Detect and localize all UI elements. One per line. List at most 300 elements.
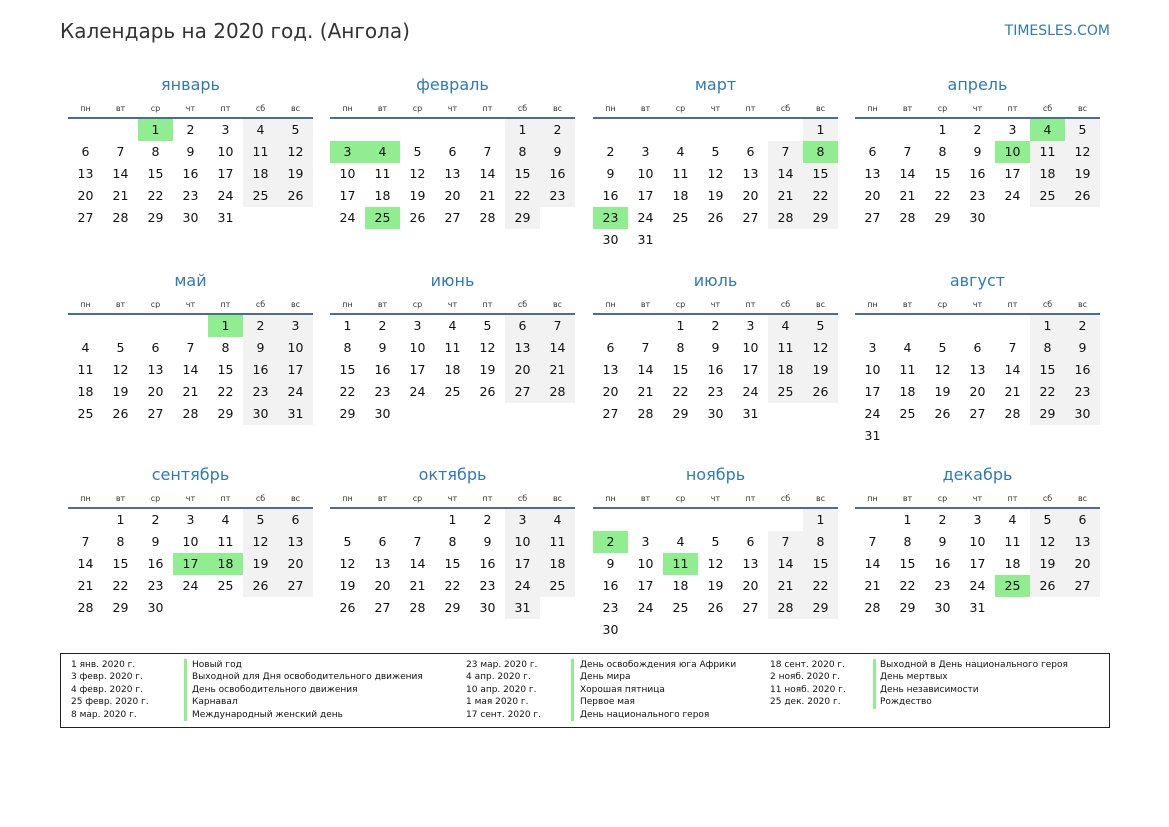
day-cell: 27 [77,210,94,225]
day-cell: 27 [444,210,461,225]
day-cell: 22 [444,578,461,593]
day-cell: 17 [637,578,654,593]
day-cell: 13 [742,556,759,571]
weekday-label: вт [377,300,388,309]
day-cell: 11 [444,340,461,355]
day-cell: 29 [339,406,356,421]
day-cell: 4 [81,340,90,355]
day-cell: 24 [505,575,540,597]
empty-cell [698,509,733,531]
weekday-label: чт [710,104,721,113]
day-cell: 4 [768,315,803,337]
legend-names [580,659,736,721]
weekday-label: ср [675,104,686,113]
weekday-label: вт [115,494,126,503]
day-cell: 20 [374,578,391,593]
day-cell: 6 [151,340,160,355]
day-cell: 31 [969,600,986,615]
weekday-label: ср [412,104,423,113]
weekday-label: ср [937,104,948,113]
day-cell: 10 [637,556,654,571]
day-cell: 10 [278,337,313,359]
empty-cell [330,119,365,141]
day-cell: 8 [343,340,352,355]
day-cell: 30 [969,210,986,225]
day-cell: 1 [676,318,685,333]
day-cell: 21 [768,185,803,207]
day-cell: 23 [1065,381,1100,403]
day-cell: 3 [868,340,877,355]
day-cell: 27 [505,381,540,403]
day-cell: 11 [217,534,234,549]
day-cell: 21 [112,188,129,203]
day-cell: 3 [641,144,650,159]
day-cell: 24 [637,600,654,615]
weekday-label: чт [447,494,458,503]
day-cell: 1 [903,512,912,527]
day-cell: 10 [969,534,986,549]
month-5 [68,266,313,425]
weekday-label: вт [115,104,126,113]
day-cell: 6 [81,144,90,159]
day-grid [855,119,1100,229]
month-name: июль [693,271,738,290]
month-name: сентябрь [151,465,230,484]
day-cell: 7 [868,534,877,549]
day-cell: 16 [243,359,278,381]
day-cell: 20 [742,188,759,203]
day-cell: 12 [278,141,313,163]
day-cell: 15 [112,556,129,571]
day-cell: 29 [899,600,916,615]
legend-holiday-name: День освобождения юга Африки [580,660,737,670]
weekday-label: вс [815,300,826,309]
day-cell: 18 [540,553,575,575]
day-cell: 10 [742,340,759,355]
month-name: июнь [430,271,475,290]
empty-cell [68,119,103,141]
month-name: март [694,75,737,94]
day-cell: 24 [864,406,881,421]
weekday-label: вт [640,494,651,503]
day-cell: 25 [768,381,803,403]
legend-holiday-name: Выходной в День национального героя [880,660,1068,670]
legend-dates [770,659,846,709]
day-cell: 31 [864,428,881,443]
weekday-label: ср [675,494,686,503]
weekday-label: вс [552,494,563,503]
day-cell: 23 [374,384,391,399]
empty-cell [663,509,698,531]
day-cell: 1 [116,512,125,527]
day-cell: 15 [672,362,689,377]
day-cell: 8 [676,340,685,355]
day-cell: 11 [1030,141,1065,163]
day-cell: 6 [1065,509,1100,531]
day-cell: 5 [116,340,125,355]
month-10 [330,460,575,619]
weekday-label: пт [220,494,231,503]
weekday-label: пн [605,494,616,503]
weekday-label: ср [675,300,686,309]
legend-holiday-name: День мертвых [880,672,948,683]
day-cell: 20 [969,384,986,399]
day-cell: 29 [803,207,838,229]
day-cell: 10 [637,166,654,181]
day-cell: 20 [864,188,881,203]
day-cell: 3 [413,318,422,333]
day-cell: 20 [742,578,759,593]
day-cell: 5 [803,315,838,337]
month-4 [855,70,1100,229]
day-cell: 18 [672,578,689,593]
day-cell: 17 [278,359,313,381]
day-cell: 20 [505,359,540,381]
empty-cell [593,509,628,531]
weekday-label: вт [377,104,388,113]
day-cell: 17 [864,384,881,399]
day-cell: 27 [374,600,391,615]
day-cell: 2 [938,512,947,527]
day-cell: 20 [77,188,94,203]
empty-cell [698,119,733,141]
weekday-label: пн [342,300,353,309]
weekday-label: чт [185,104,196,113]
day-cell: 10 [182,534,199,549]
day-cell: 26 [1065,185,1100,207]
day-cell: 27 [1065,575,1100,597]
weekday-label: вс [1077,104,1088,113]
day-cell: 16 [182,166,199,181]
site-link[interactable]: TIMESLES.COM [1004,23,1110,39]
day-cell: 19 [934,384,951,399]
day-cell: 13 [505,337,540,359]
legend-holiday-name: Международный женский день [192,709,343,720]
day-cell: 12 [707,556,724,571]
day-cell: 25 [672,210,689,225]
empty-cell [855,119,890,141]
day-cell: 11 [1004,534,1021,549]
weekday-label: сб [517,104,528,113]
day-cell: 27 [742,210,759,225]
month-11 [593,460,838,641]
day-cell: 10 [409,340,426,355]
weekday-header [68,100,313,119]
day-cell: 7 [186,340,195,355]
day-cell: 29 [112,600,129,615]
day-cell: 20 [444,188,461,203]
day-cell: 24 [637,210,654,225]
day-cell: 16 [602,188,619,203]
legend-date: 1 мая 2020 г. [466,697,529,708]
day-cell: 5 [711,534,720,549]
day-cell: 7 [1008,340,1017,355]
day-cell: 10 [505,531,540,553]
day-cell: 1 [938,122,947,137]
day-cell: 11 [672,166,689,181]
day-cell: 8 [448,534,457,549]
weekday-label: вт [902,494,913,503]
day-cell: 14 [479,166,496,181]
month-9 [68,460,313,619]
weekday-label: ср [150,104,161,113]
day-cell: 9 [151,534,160,549]
day-grid [855,315,1100,447]
weekday-label: чт [710,300,721,309]
day-cell: 17 [409,362,426,377]
day-cell: 6 [746,534,755,549]
day-cell: 19 [1065,163,1100,185]
legend-date: 23 мар. 2020 г. [466,660,538,670]
weekday-label: чт [972,494,983,503]
holiday-day: 4 [1030,119,1065,141]
month-3 [593,70,838,251]
weekday-label: пн [80,300,91,309]
day-cell: 13 [278,531,313,553]
weekday-label: вс [1077,494,1088,503]
holiday-day: 8 [803,141,838,163]
day-cell: 2 [378,318,387,333]
legend-date: 17 сент. 2020 г. [466,709,542,720]
empty-cell [470,119,505,141]
day-cell: 30 [243,403,278,425]
day-cell: 23 [934,578,951,593]
weekday-label: сб [1042,300,1053,309]
day-cell: 28 [77,600,94,615]
day-cell: 27 [864,210,881,225]
day-cell: 23 [602,600,619,615]
day-cell: 22 [217,384,234,399]
day-cell: 6 [868,144,877,159]
day-cell: 28 [864,600,881,615]
day-cell: 12 [1065,141,1100,163]
day-cell: 2 [243,315,278,337]
legend-dates [466,659,541,721]
day-cell: 8 [903,534,912,549]
day-cell: 10 [864,362,881,377]
weekday-label: ср [937,494,948,503]
day-cell: 17 [339,188,356,203]
empty-cell [925,315,960,337]
day-cell: 15 [147,166,164,181]
day-cell: 6 [278,509,313,531]
day-grid [68,315,313,425]
day-cell: 8 [803,531,838,553]
empty-cell [733,509,768,531]
weekday-label: сб [780,104,791,113]
legend-color-marker [571,659,574,721]
day-cell: 12 [934,362,951,377]
day-cell: 13 [969,362,986,377]
day-cell: 12 [1030,531,1065,553]
day-cell: 15 [217,362,234,377]
month-name: ноябрь [685,465,746,484]
day-cell: 4 [676,534,685,549]
day-cell: 28 [540,381,575,403]
holiday-day: 25 [365,207,400,229]
day-cell: 16 [1065,359,1100,381]
day-cell: 18 [374,188,391,203]
weekday-label: сб [517,494,528,503]
weekday-label: сб [255,300,266,309]
day-cell: 24 [278,381,313,403]
day-cell: 17 [505,553,540,575]
day-cell: 3 [186,512,195,527]
day-cell: 1 [448,512,457,527]
empty-cell [855,315,890,337]
month-7 [593,266,838,425]
day-cell: 27 [969,406,986,421]
day-grid [855,509,1100,619]
day-cell: 19 [243,553,278,575]
day-cell: 20 [602,384,619,399]
day-cell: 16 [707,362,724,377]
weekday-label: вт [902,104,913,113]
day-cell: 13 [147,362,164,377]
month-name: январь [161,75,220,94]
weekday-label: пн [605,104,616,113]
day-cell: 21 [899,188,916,203]
day-cell: 15 [444,556,461,571]
legend-color-marker [873,659,876,709]
day-cell: 24 [409,384,426,399]
day-cell: 3 [746,318,755,333]
day-cell: 24 [742,384,759,399]
empty-cell [400,509,435,531]
day-cell: 13 [374,556,391,571]
day-cell: 5 [711,144,720,159]
day-cell: 30 [374,406,391,421]
holiday-day: 1 [208,315,243,337]
day-cell: 15 [803,553,838,575]
day-cell: 30 [602,232,619,247]
day-cell: 19 [707,578,724,593]
day-cell: 2 [186,122,195,137]
day-cell: 29 [444,600,461,615]
day-cell: 26 [479,384,496,399]
empty-cell [890,315,925,337]
day-cell: 14 [540,337,575,359]
weekday-label: чт [447,104,458,113]
day-cell: 22 [672,384,689,399]
day-cell: 12 [803,337,838,359]
day-cell: 10 [339,166,356,181]
day-cell: 22 [147,188,164,203]
day-cell: 14 [77,556,94,571]
empty-cell [628,315,663,337]
day-cell: 21 [768,575,803,597]
month-1 [68,70,313,229]
day-cell: 21 [637,384,654,399]
day-cell: 7 [540,315,575,337]
day-cell: 4 [448,318,457,333]
day-cell: 22 [803,185,838,207]
day-cell: 13 [444,166,461,181]
weekday-label: вт [902,300,913,309]
legend-holiday-name: День мира [580,672,631,683]
day-cell: 16 [969,166,986,181]
page-title: Календарь на 2020 год. (Ангола) [60,19,410,43]
weekday-label: пт [745,104,756,113]
day-cell: 2 [540,119,575,141]
legend-date: 4 февр. 2020 г. [71,684,143,695]
day-cell: 28 [899,210,916,225]
legend-names [880,659,1068,709]
day-cell: 4 [903,340,912,355]
day-cell: 30 [182,210,199,225]
day-cell: 16 [602,578,619,593]
day-cell: 13 [602,362,619,377]
month-12 [855,460,1100,619]
day-cell: 22 [339,384,356,399]
empty-cell [68,315,103,337]
holiday-day: 3 [330,141,365,163]
day-cell: 10 [217,144,234,159]
day-cell: 24 [969,578,986,593]
day-cell: 5 [278,119,313,141]
weekday-label: ср [150,300,161,309]
day-cell: 26 [278,185,313,207]
day-cell: 9 [711,340,720,355]
weekday-label: ср [412,494,423,503]
day-cell: 11 [899,362,916,377]
legend-holiday-name: День независимости [880,684,979,695]
empty-cell [365,509,400,531]
day-cell: 15 [1030,359,1065,381]
day-cell: 29 [217,406,234,421]
day-cell: 8 [505,141,540,163]
holiday-day: 25 [995,575,1030,597]
weekday-label: пн [867,300,878,309]
day-cell: 23 [147,578,164,593]
weekday-label: чт [185,494,196,503]
day-cell: 28 [768,207,803,229]
day-cell: 18 [444,362,461,377]
day-cell: 27 [602,406,619,421]
day-cell: 14 [864,556,881,571]
legend-date: 18 сент. 2020 г. [770,660,846,670]
day-cell: 29 [505,207,540,229]
day-cell: 30 [147,600,164,615]
day-cell: 16 [374,362,391,377]
day-cell: 18 [1004,556,1021,571]
weekday-label: пт [220,104,231,113]
holiday-day: 10 [995,141,1030,163]
day-cell: 26 [243,575,278,597]
day-cell: 17 [217,166,234,181]
day-cell: 2 [973,122,982,137]
empty-cell [733,119,768,141]
legend-holiday-name: Выходной для Дня освободительного движения [192,672,423,683]
empty-cell [768,509,803,531]
weekday-label: сб [517,300,528,309]
day-cell: 3 [505,509,540,531]
day-cell: 14 [899,166,916,181]
day-cell: 5 [938,340,947,355]
day-cell: 30 [707,406,724,421]
day-cell: 12 [707,166,724,181]
day-cell: 4 [1008,512,1017,527]
weekday-header [593,490,838,509]
day-cell: 7 [483,144,492,159]
weekday-label: сб [255,494,266,503]
day-cell: 21 [182,384,199,399]
day-cell: 18 [899,384,916,399]
day-cell: 3 [278,315,313,337]
day-cell: 21 [409,578,426,593]
legend-date: 4 апр. 2020 г. [466,672,531,683]
day-cell: 19 [409,188,426,203]
